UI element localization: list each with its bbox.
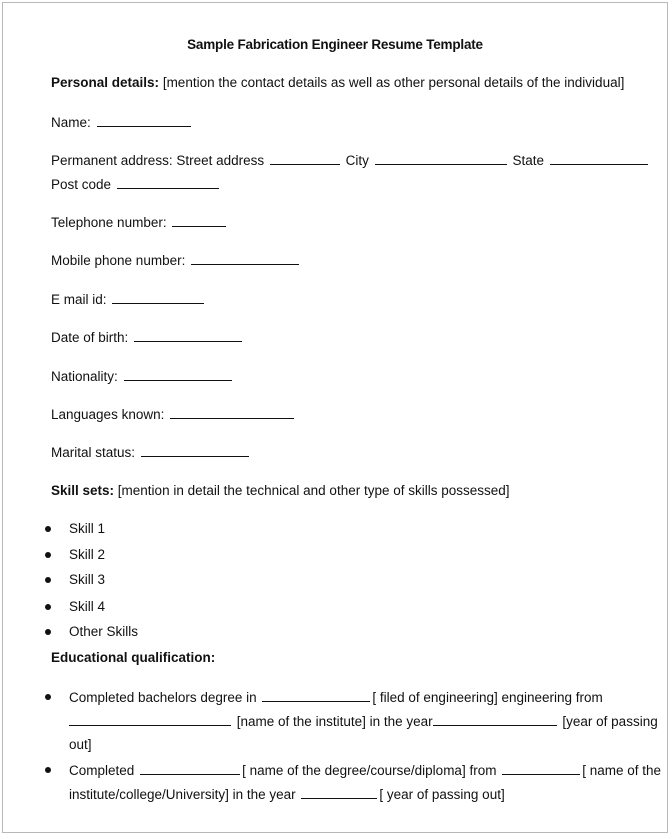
edu2-year-blank xyxy=(301,786,377,799)
edu2-text-c: [ name of the xyxy=(582,763,662,778)
languages-label: Languages known: xyxy=(51,407,165,422)
skill-item: Skill 3 xyxy=(69,572,106,587)
dob-label: Date of birth: xyxy=(51,330,129,345)
address-line xyxy=(51,152,650,169)
edu1-text-e: out] xyxy=(69,737,92,752)
education-item1-line1 xyxy=(69,689,603,706)
languages-blank xyxy=(170,406,294,419)
edu2-text-d: institute/college/University] in the year xyxy=(69,787,296,802)
edu1-text-a: Completed bachelors degree in xyxy=(69,690,257,705)
edu2-degree-blank xyxy=(140,762,240,775)
dob-blank xyxy=(134,329,242,342)
nationality-line xyxy=(51,368,234,385)
name-blank xyxy=(97,114,191,127)
email-label: E mail id: xyxy=(51,292,107,307)
bullet-icon xyxy=(45,526,51,532)
email-line xyxy=(51,291,206,308)
education-item1-line2 xyxy=(69,713,658,730)
telephone-blank xyxy=(172,214,226,227)
bullet-icon xyxy=(45,694,51,700)
edu1-text-d: [year of passing xyxy=(562,714,658,729)
email-blank xyxy=(112,291,204,304)
dob-line xyxy=(51,329,244,346)
postcode-label: Post code xyxy=(51,177,112,192)
bullet-icon xyxy=(45,604,51,610)
state-blank xyxy=(550,152,648,165)
postcode-line xyxy=(51,176,221,193)
personal-details-heading: Personal details: xyxy=(51,75,160,90)
edu1-field-blank xyxy=(262,689,370,702)
education-item2-line1 xyxy=(69,762,661,779)
edu2-text-a: Completed xyxy=(69,763,135,778)
resume-page xyxy=(2,2,668,833)
mobile-blank xyxy=(191,252,299,265)
bullet-icon xyxy=(45,552,51,558)
skill-item: Skill 2 xyxy=(69,547,106,562)
education-item2-line2 xyxy=(69,786,505,803)
postcode-blank xyxy=(117,176,219,189)
telephone-line xyxy=(51,214,228,231)
state-label: State xyxy=(512,153,544,168)
bullet-icon xyxy=(45,577,51,583)
telephone-label: Telephone number: xyxy=(51,215,167,230)
skill-sets-line xyxy=(51,483,510,499)
name-line xyxy=(51,114,193,131)
skill-sets-note: [mention in detail the technical and other type of skills possessed] xyxy=(117,483,510,498)
skill-item: Other Skills xyxy=(69,624,139,639)
education-item1-line3 xyxy=(69,737,92,753)
marital-line xyxy=(51,444,251,461)
nationality-label: Nationality: xyxy=(51,369,118,384)
marital-blank xyxy=(141,444,249,457)
education-line xyxy=(51,650,215,666)
edu1-text-c: [name of the institute] in the year xyxy=(236,714,433,729)
languages-line xyxy=(51,406,296,423)
bullet-icon xyxy=(45,629,51,635)
edu2-text-b: [ name of the degree/course/diploma] from xyxy=(242,763,497,778)
edu1-text-b: [ filed of engineering] engineering from xyxy=(372,690,603,705)
edu2-institute-blank xyxy=(502,762,580,775)
city-label: City xyxy=(345,153,369,168)
edu1-institute-blank xyxy=(69,713,231,726)
personal-details-line xyxy=(51,75,624,91)
marital-label: Marital status: xyxy=(51,445,136,460)
nationality-blank xyxy=(124,368,232,381)
street-blank xyxy=(270,152,340,165)
mobile-line xyxy=(51,252,301,269)
edu1-year-blank xyxy=(433,713,557,726)
mobile-label: Mobile phone number: xyxy=(51,253,186,268)
edu2-text-e: [ year of passing out] xyxy=(379,787,505,802)
personal-details-note: [mention the contact details as well as other personal details of the individual] xyxy=(162,75,625,90)
bullet-icon xyxy=(45,767,51,773)
skill-item: Skill 1 xyxy=(69,521,106,536)
skill-item: Skill 4 xyxy=(69,599,106,614)
name-label: Name: xyxy=(51,115,91,130)
skill-sets-heading: Skill sets: xyxy=(51,483,115,498)
address-label: Permanent address: Street address xyxy=(51,153,265,168)
page-title: Sample Fabrication Engineer Resume Template xyxy=(187,37,483,52)
city-blank xyxy=(375,152,507,165)
education-heading: Educational qualification: xyxy=(51,650,216,665)
